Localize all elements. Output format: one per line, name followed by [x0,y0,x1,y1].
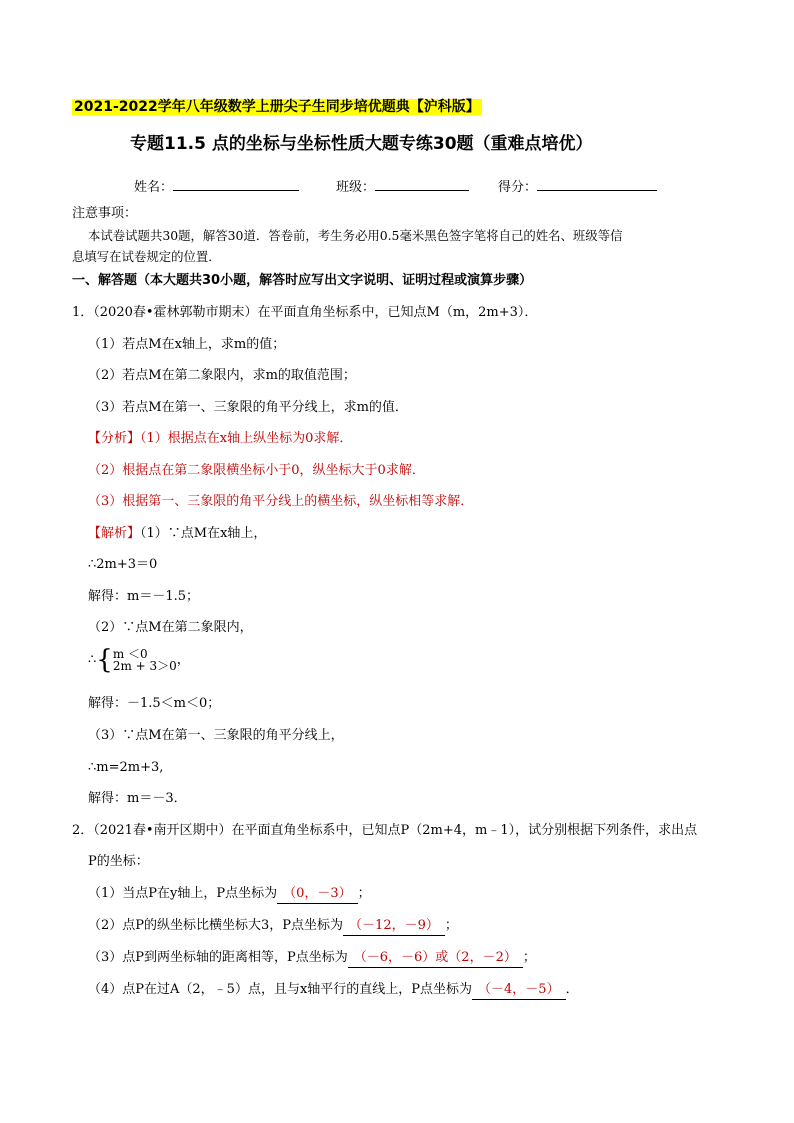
q1-solution-9: 解得：m＝－3． [88,791,187,806]
q1-solution-6: 解得：－1.5＜m＜0； [88,696,221,711]
q1-solution-7: （3）∵点M在第一、三象限的角平分线上， [88,728,344,743]
q1-part-2: （2）若点M在第二象限内，求m的取值范围； [88,368,356,383]
q1-solution-1: 【解析】（1）∵点M在x轴上， [88,526,267,541]
q2-stem-2: P的坐标： [88,854,149,869]
q1-solution-8: ∴m=2m+3, [88,760,164,775]
analysis-tag: 【分析】 [88,431,141,446]
q1-stem: 1．（2020春•霍林郭勒市期末）在平面直角坐标系中，已知点M（m，2m+3）． [72,305,538,320]
answer-blank: （－6，－6）或（2，－2） [348,949,523,968]
answer-blank: （－4，－5） [472,981,566,1000]
score-blank[interactable] [537,176,657,191]
q1-solution-4: （2）∵点M在第二象限内， [88,620,253,635]
header-banner: 2021-2022学年八年级数学上册尖子生同步培优题典【沪科版】 [74,99,480,115]
answer-blank: （－12，－9） [343,917,445,936]
notice-line-2: 息填写在试卷规定的位置． [72,249,221,264]
q2-part-1: （1）当点P在y轴上，P点坐标为 （0，－3） ； [88,885,371,904]
page-title: 专题11.5 点的坐标与坐标性质大题专练30题（重难点培优） [130,134,593,154]
name-blank[interactable] [173,176,299,191]
q1-analysis-3: （3）根据第一、三象限的角平分线上的横坐标，纵坐标相等求解． [88,494,474,509]
q2-part-2: （2）点P的纵坐标比横坐标大3，P点坐标为 （－12，－9） ； [88,917,458,936]
notice-heading: 注意事项： [72,206,138,221]
q1-part-1: （1）若点M在x轴上，求m的值； [88,337,286,352]
q1-analysis-2: （2）根据点在第二象限横坐标小于0，纵坐标大于0求解． [88,463,425,478]
q1-analysis-1: 【分析】（1）根据点在x轴上纵坐标为0求解． [88,431,353,446]
q1-part-3: （3）若点M在第一、三象限的角平分线上，求m的值． [88,400,408,415]
q2-stem-1: 2．（2021春•南开区期中）在平面直角坐标系中，已知点P（2m+4，m﹣1），试分别根据下列条件，求出点 [72,823,698,838]
answer-blank: （0，－3） [277,885,358,904]
class-blank[interactable] [375,176,469,191]
q2-part-4: （4）点P在过A（2，﹣5）点，且与x轴平行的直线上，P点坐标为 （－4，－5） ． [88,981,579,1000]
class-field[interactable]: 班级： [336,176,469,197]
notice-line-1: 本试卷试题共30题，解答30道．答卷前，考生务必用0.5毫米黑色签字笔将自己的姓名、班级等信 [88,228,623,243]
name-field[interactable]: 姓名： [134,176,299,197]
left-brace-icon: { [96,645,113,675]
q1-inequality-system: ∴{m ＜0 2m + 3＞0， [88,645,190,675]
q1-solution-2: ∴2m+3＝0 [88,557,158,572]
section-heading: 一、解答题（本大题共30小题，解答时应写出文字说明、证明过程或演算步骤） [72,273,533,288]
q1-solution-3: 解得：m＝－1.5； [88,589,200,604]
solution-tag: 【解析】 [88,526,141,541]
q2-part-3: （3）点P到两坐标轴的距离相等，P点坐标为 （－6，－6）或（2，－2） ； [88,949,536,968]
score-field[interactable]: 得分： [498,176,657,197]
